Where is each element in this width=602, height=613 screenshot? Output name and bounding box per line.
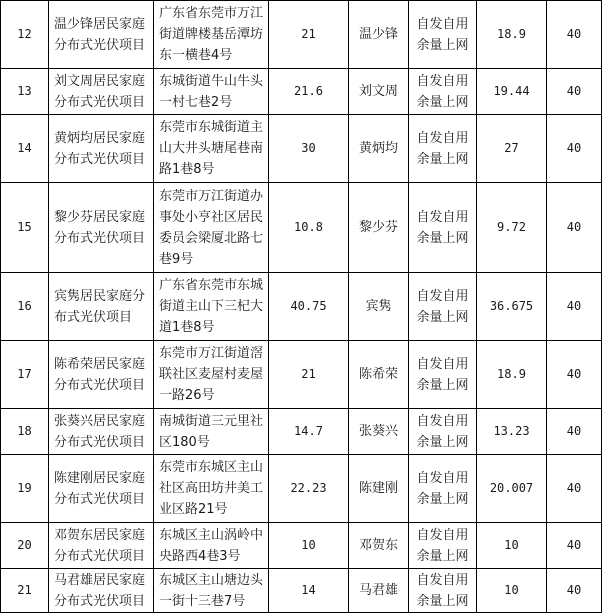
generation-value: 10: [477, 569, 547, 613]
row-number: 21: [1, 569, 49, 613]
table-row: [1, 183, 602, 273]
grid-mode: 自发自用余量上网: [409, 115, 477, 183]
row-number: 16: [1, 273, 49, 341]
table-body: [1, 1, 602, 613]
generation-value: 19.44: [477, 69, 547, 115]
project-address: 南城街道三元里社区180号: [154, 409, 269, 455]
row-number: 15: [1, 183, 49, 273]
row-number: 12: [1, 1, 49, 69]
generation-value: 27: [477, 115, 547, 183]
price-value: 40: [547, 569, 602, 613]
grid-mode: 自发自用余量上网: [409, 1, 477, 69]
project-address: 东莞市东城区主山社区高田坊井美工业区路21号: [154, 455, 269, 523]
project-name: 黄炳均居民家庭分布式光伏项目: [49, 115, 154, 183]
table-row: [1, 69, 602, 115]
table-row: [1, 1, 602, 69]
row-number: 20: [1, 523, 49, 569]
generation-value: 20.007: [477, 455, 547, 523]
installed-capacity: 21: [269, 1, 349, 69]
generation-value: 9.72: [477, 183, 547, 273]
generation-value: 18.9: [477, 1, 547, 69]
grid-mode: 自发自用余量上网: [409, 341, 477, 409]
installed-capacity: 14.7: [269, 409, 349, 455]
project-address: 广东省东莞市东城街道主山下三杞大道1巷8号: [154, 273, 269, 341]
row-number: 19: [1, 455, 49, 523]
generation-value: 36.675: [477, 273, 547, 341]
owner-name: 张葵兴: [349, 409, 409, 455]
owner-name: 刘文周: [349, 69, 409, 115]
grid-mode: 自发自用余量上网: [409, 69, 477, 115]
installed-capacity: 10: [269, 523, 349, 569]
project-address: 东莞市万江街道办事处小亨社区居民委员会梁厦北路七巷9号: [154, 183, 269, 273]
installed-capacity: 10.8: [269, 183, 349, 273]
grid-mode: 自发自用余量上网: [409, 523, 477, 569]
project-address: 东城区主山涡岭中央路西4巷3号: [154, 523, 269, 569]
owner-name: 陈希荣: [349, 341, 409, 409]
owner-name: 陈建刚: [349, 455, 409, 523]
project-name: 宾隽居民家庭分布式光伏项目: [49, 273, 154, 341]
price-value: 40: [547, 455, 602, 523]
installed-capacity: 14: [269, 569, 349, 613]
owner-name: 黄炳均: [349, 115, 409, 183]
project-address: 东莞市万江街道滘联社区麦屋村麦屋一路26号: [154, 341, 269, 409]
table-row: [1, 569, 602, 613]
installed-capacity: 30: [269, 115, 349, 183]
project-name: 刘文周居民家庭分布式光伏项目: [49, 69, 154, 115]
generation-value: 10: [477, 523, 547, 569]
row-number: 14: [1, 115, 49, 183]
price-value: 40: [547, 69, 602, 115]
installed-capacity: 21.6: [269, 69, 349, 115]
project-name: 邓贺东居民家庭分布式光伏项目: [49, 523, 154, 569]
project-name: 陈建刚居民家庭分布式光伏项目: [49, 455, 154, 523]
table-row: [1, 115, 602, 183]
price-value: 40: [547, 115, 602, 183]
row-number: 13: [1, 69, 49, 115]
row-number: 17: [1, 341, 49, 409]
grid-mode: 自发自用余量上网: [409, 183, 477, 273]
generation-value: 18.9: [477, 341, 547, 409]
project-name: 张葵兴居民家庭分布式光伏项目: [49, 409, 154, 455]
owner-name: 温少锋: [349, 1, 409, 69]
project-name: 陈希荣居民家庭分布式光伏项目: [49, 341, 154, 409]
table-row: [1, 273, 602, 341]
installed-capacity: 21: [269, 341, 349, 409]
project-address: 广东省东莞市万江街道牌楼基岳潭坊东一横巷4号: [154, 1, 269, 69]
project-name: 黎少芬居民家庭分布式光伏项目: [49, 183, 154, 273]
project-name: 温少锋居民家庭分布式光伏项目: [49, 1, 154, 69]
table-row: [1, 523, 602, 569]
owner-name: 邓贺东: [349, 523, 409, 569]
grid-mode: 自发自用余量上网: [409, 273, 477, 341]
table-row: [1, 409, 602, 455]
project-name: 马君雄居民家庭分布式光伏项目: [49, 569, 154, 613]
owner-name: 马君雄: [349, 569, 409, 613]
project-address: 东城区主山塘边头一街十三巷7号: [154, 569, 269, 613]
price-value: 40: [547, 409, 602, 455]
table-row: [1, 341, 602, 409]
project-address: 东城街道牛山牛头一村七巷2号: [154, 69, 269, 115]
table-row: [1, 455, 602, 523]
project-address: 东莞市东城街道主山大井头塘尾巷南路1巷8号: [154, 115, 269, 183]
row-number: 18: [1, 409, 49, 455]
generation-value: 13.23: [477, 409, 547, 455]
grid-mode: 自发自用余量上网: [409, 569, 477, 613]
price-value: 40: [547, 273, 602, 341]
owner-name: 黎少芬: [349, 183, 409, 273]
grid-mode: 自发自用余量上网: [409, 455, 477, 523]
price-value: 40: [547, 341, 602, 409]
price-value: 40: [547, 183, 602, 273]
price-value: 40: [547, 1, 602, 69]
installed-capacity: 22.23: [269, 455, 349, 523]
grid-mode: 自发自用余量上网: [409, 409, 477, 455]
installed-capacity: 40.75: [269, 273, 349, 341]
owner-name: 宾隽: [349, 273, 409, 341]
price-value: 40: [547, 523, 602, 569]
